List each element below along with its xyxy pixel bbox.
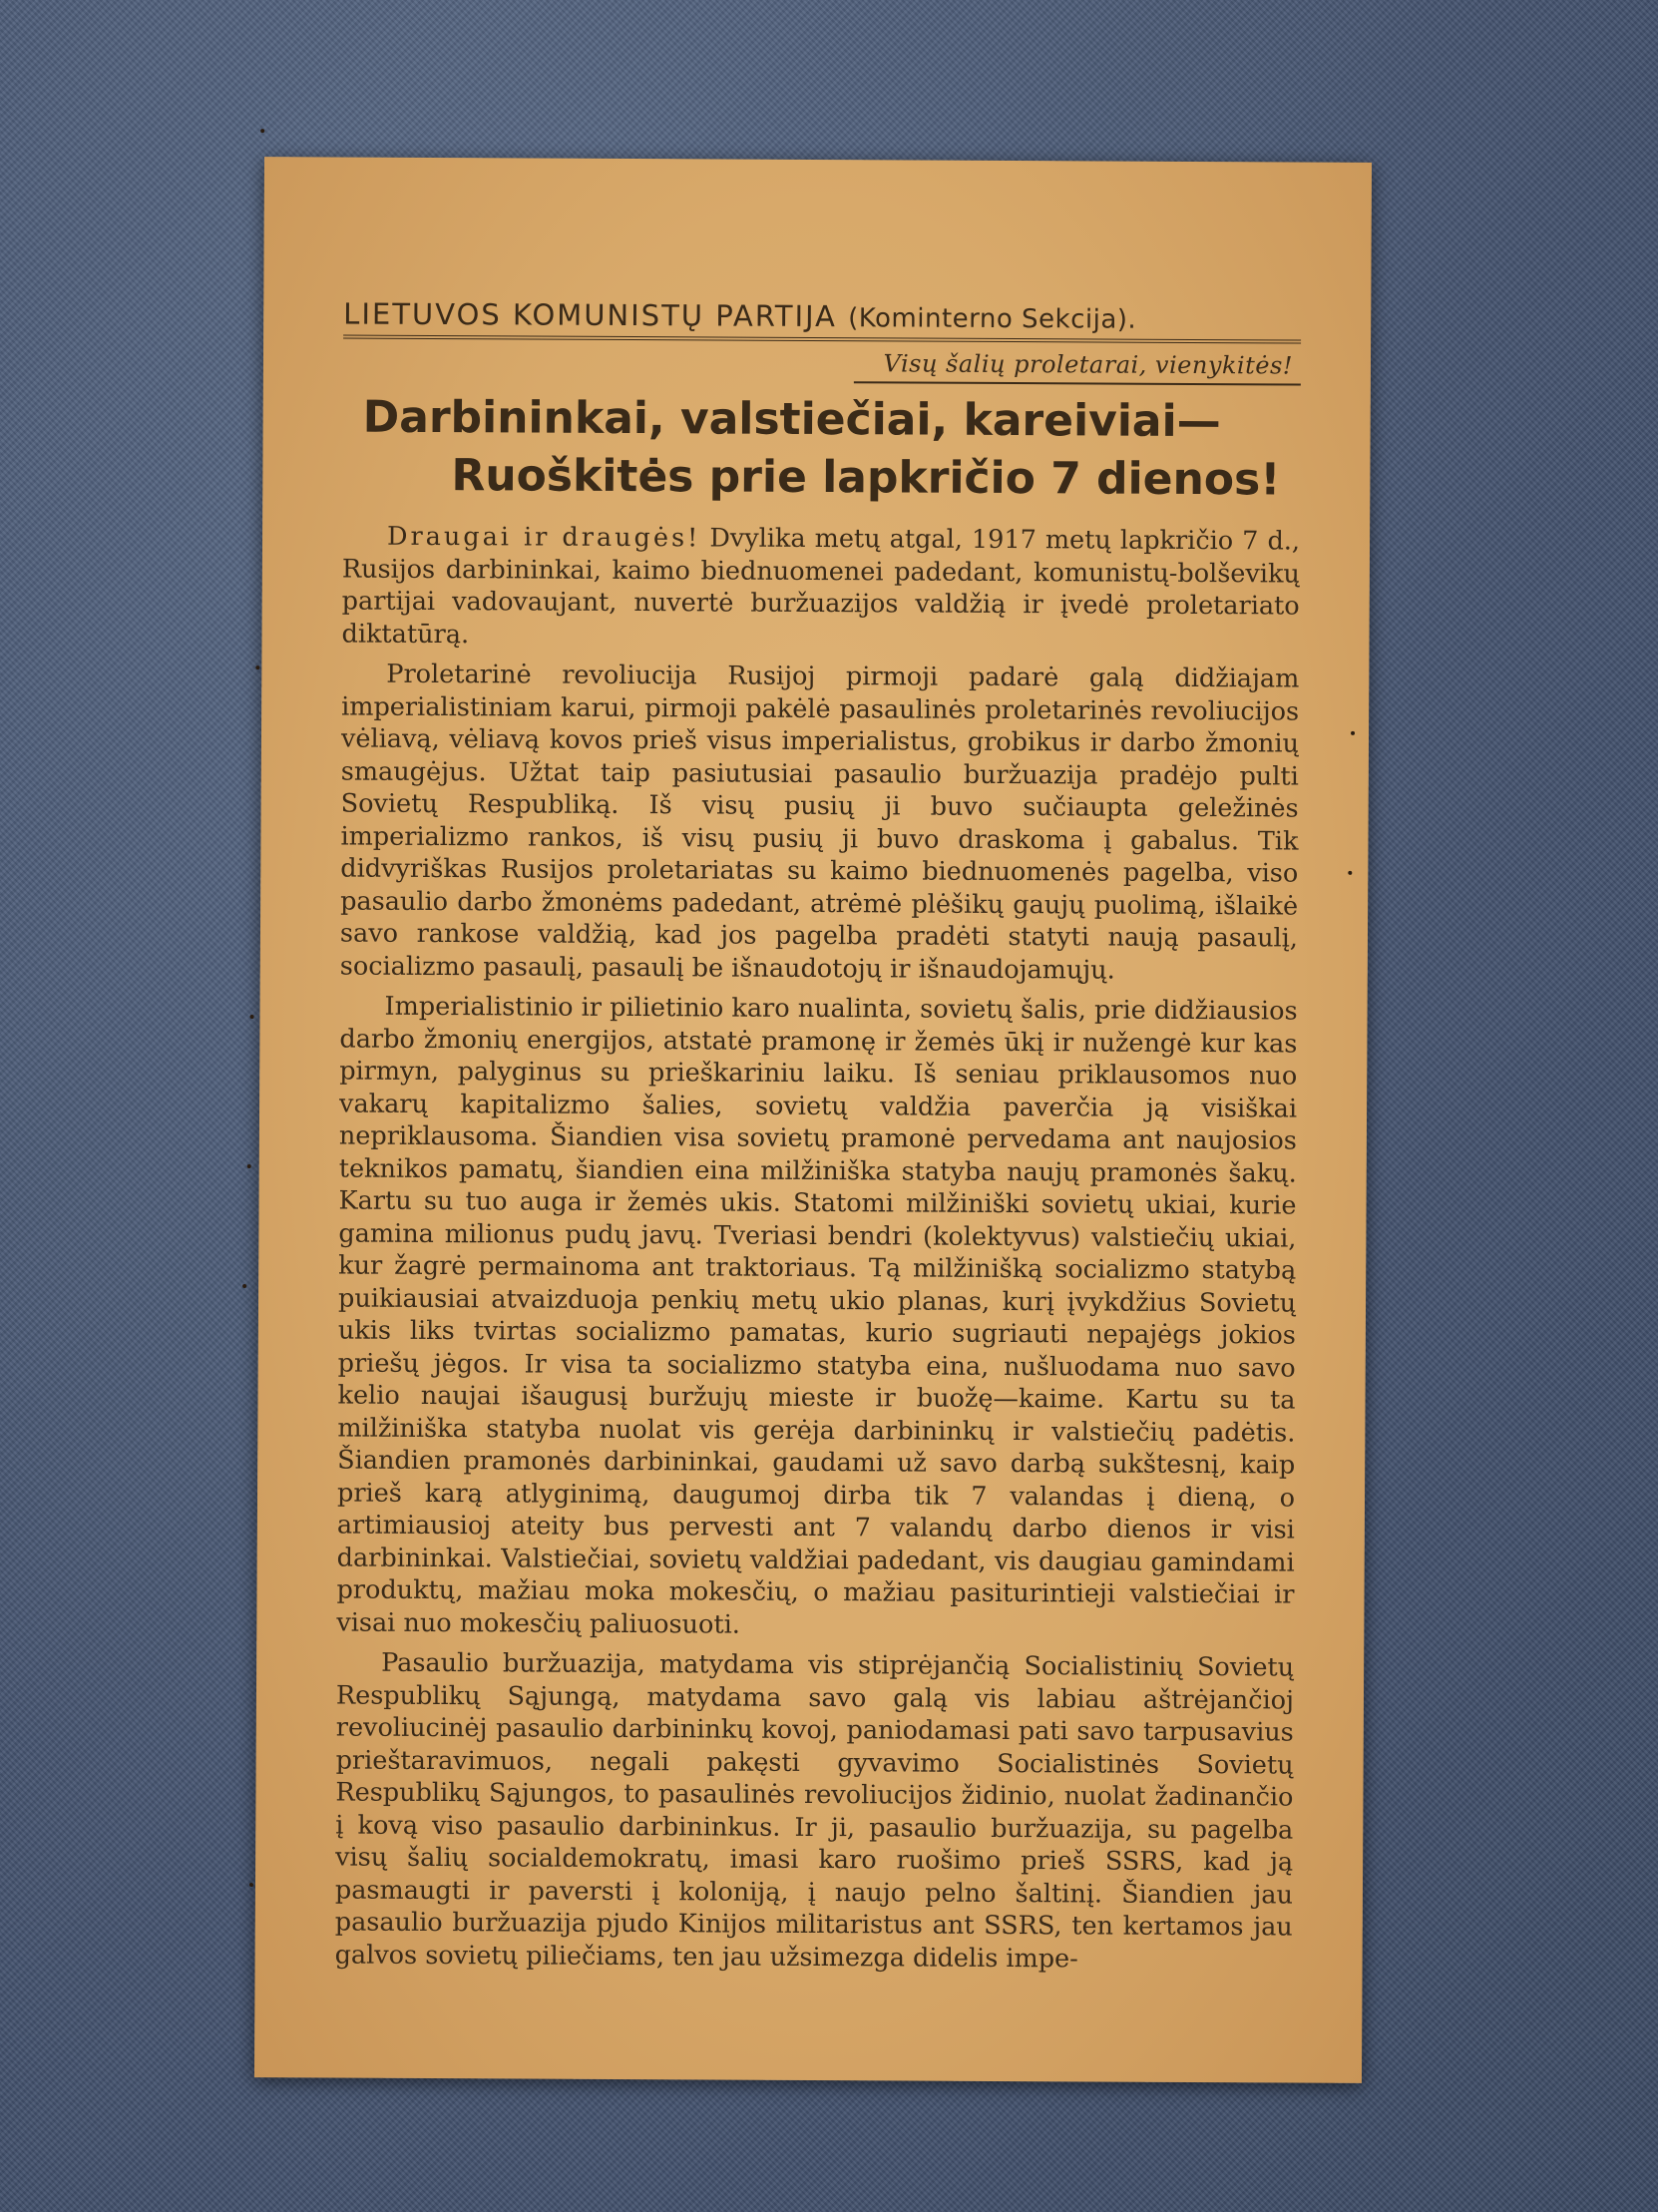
greeting-lead: Draugai ir draugės! (386, 521, 701, 554)
paragraph (341, 521, 1300, 656)
paragraph: Proletarinė revoliucija Rusijoj pirmoji padarė galą didžiajam imperialistiniam karui, pirmoji pakėlė pasaulinės proletarinės revoliucijos vėliavą, vėliavą kovos prieš visus imperialistus, grobikus ir darbo žmonių smaugėjus. Užtat taip pasiutusiai pasaulio buržuazija pradėjo pulti Sovietų Respubliką. Iš visų pusių ji buvo sučiaupta geležinės imperializmo rankos, iš visų pusių ji buvo draskoma į gabalus. Tik didvyriškas Rusijos proletariatas su kaimo biednuomenės pagelba, viso pasaulio darbo žmonėms padedant, atrėmė plėšikų gaujų puolimą, išlaikė savo rankose valdžią, kad jos pagelba pradėti statyti naują pasaulį, socializmo pasaulį, pasaulį be išnaudotojų ir išnaudojamųjų. (339, 659, 1300, 986)
party-section: (Kominterno Sekcija). (848, 303, 1137, 335)
paragraph: Imperialistinio ir pilietinio karo nualinta, sovietų šalis, prie didžiausios darbo žmonių energijos, atstatė pramonę ir žemės ūkį ir nužengė kur kas pirmyn, palyginus su prieškariniu laiku. Iš seniau priklausomos nuo vakarų kapitalizmo šalies, sovietų valdžia paverčia ją visiškai nepriklausoma. Šiandien visa sovietų pramonė pervedama ant naujosios teknikos pamatų, šiandien eina milžiniška statyba naujų pramonės šakų. Kartu su tuo auga ir žemės ukis. Statomi milžiniški sovietų ukiai, kurie gamina milionus pudų javų. Tveriasi bendri (kolektyvus) valstiečių ukiai, kur žagrė permainoma ant traktoriaus. Tą milžinišką socializmo statybą puikiausiai atvaizduoja penkių metų ukio planas, kurį įvykdžius Sovietų ukis liks tvirtas socializmo pamatas, kurio sugriauti nepajėgs jokios priešų jėgos. Ir visa ta socializmo statyba eina, nušluodama nuo savo kelio naujai išaugusį buržujų mieste ir buožę—kaime. Kartu su ta milžiniška statyba nuolat vis gerėja darbininkų ir valstiečių padėtis. Šiandien pramonės darbininkai, gaudami už savo darbą sukštesnį, kaip prieš karą atlyginimą, daugumoj dirba tik 7 valandas į dieną, o artimiausioj ateity bus pervesti ant 7 valandų darbo dienos ir visi darbininkai. Valstiečiai, sovietų valdžiai padedant, vis daugiau gamindami produktų, mažiau moka mokesčių, o mažiau pasiturintieji valstiečiai ir visai nuo mokesčių paliuosuoti. (336, 991, 1298, 1640)
party-header (343, 297, 1301, 344)
headline (342, 389, 1301, 510)
party-name: LIETUVOS KOMUNISTŲ PARTIJA (343, 296, 838, 334)
paragraph: Pasaulio buržuazija, matydama vis stiprėjančią Socialistinių Sovietų Respublikų Sąjungą, matydama savo galą vis labiau aštrėjančioj revoliucinėj pasaulio darbininkų kovoj, paniodamasi pati savo tarpusavius prieštaravimuos, negali pakęsti gyvavimo Socialistinės Sovietų Respublikų Sąjungos, to pasaulinės revoliucijos židinio, nuolat žadinančio į kovą viso pasaulio darbininkus. Ir ji, pasaulio buržuazija, su pagelba visų šalių socialdemokratų, imasi karo ruošimo prieš SSRS, kad ją pasmaugti ir paversti į koloniją, į naujo pelno šaltinį. Šiandien jau pasaulio buržuazija pjudo Kinijos militaristus ant SSRS, ten kertamos jau galvos sovietų piliečiams, ten jau užsimezga didelis impe- (334, 1647, 1295, 1974)
headline-line-1: Darbininkai, valstiečiai, kareiviai— (362, 391, 1221, 448)
leaflet-page (254, 157, 1372, 2083)
paragraph-text: Dvylika metų atgal, 1917 metų lapkričio 7 d., Rusijos darbininkai, kaimo biednuomenei padedant, komunistų-bolševikų partijai vadovaujant, nuvertė buržuazijos valdžią ir įvedė proletariato diktatūrą. (341, 523, 1301, 650)
slogan: Visų šalių proletarai, vienykitės! (854, 341, 1301, 385)
article-body (335, 521, 1301, 1977)
headline-line-2: Ruoškitės prie lapkričio 7 dienos! (451, 450, 1281, 506)
